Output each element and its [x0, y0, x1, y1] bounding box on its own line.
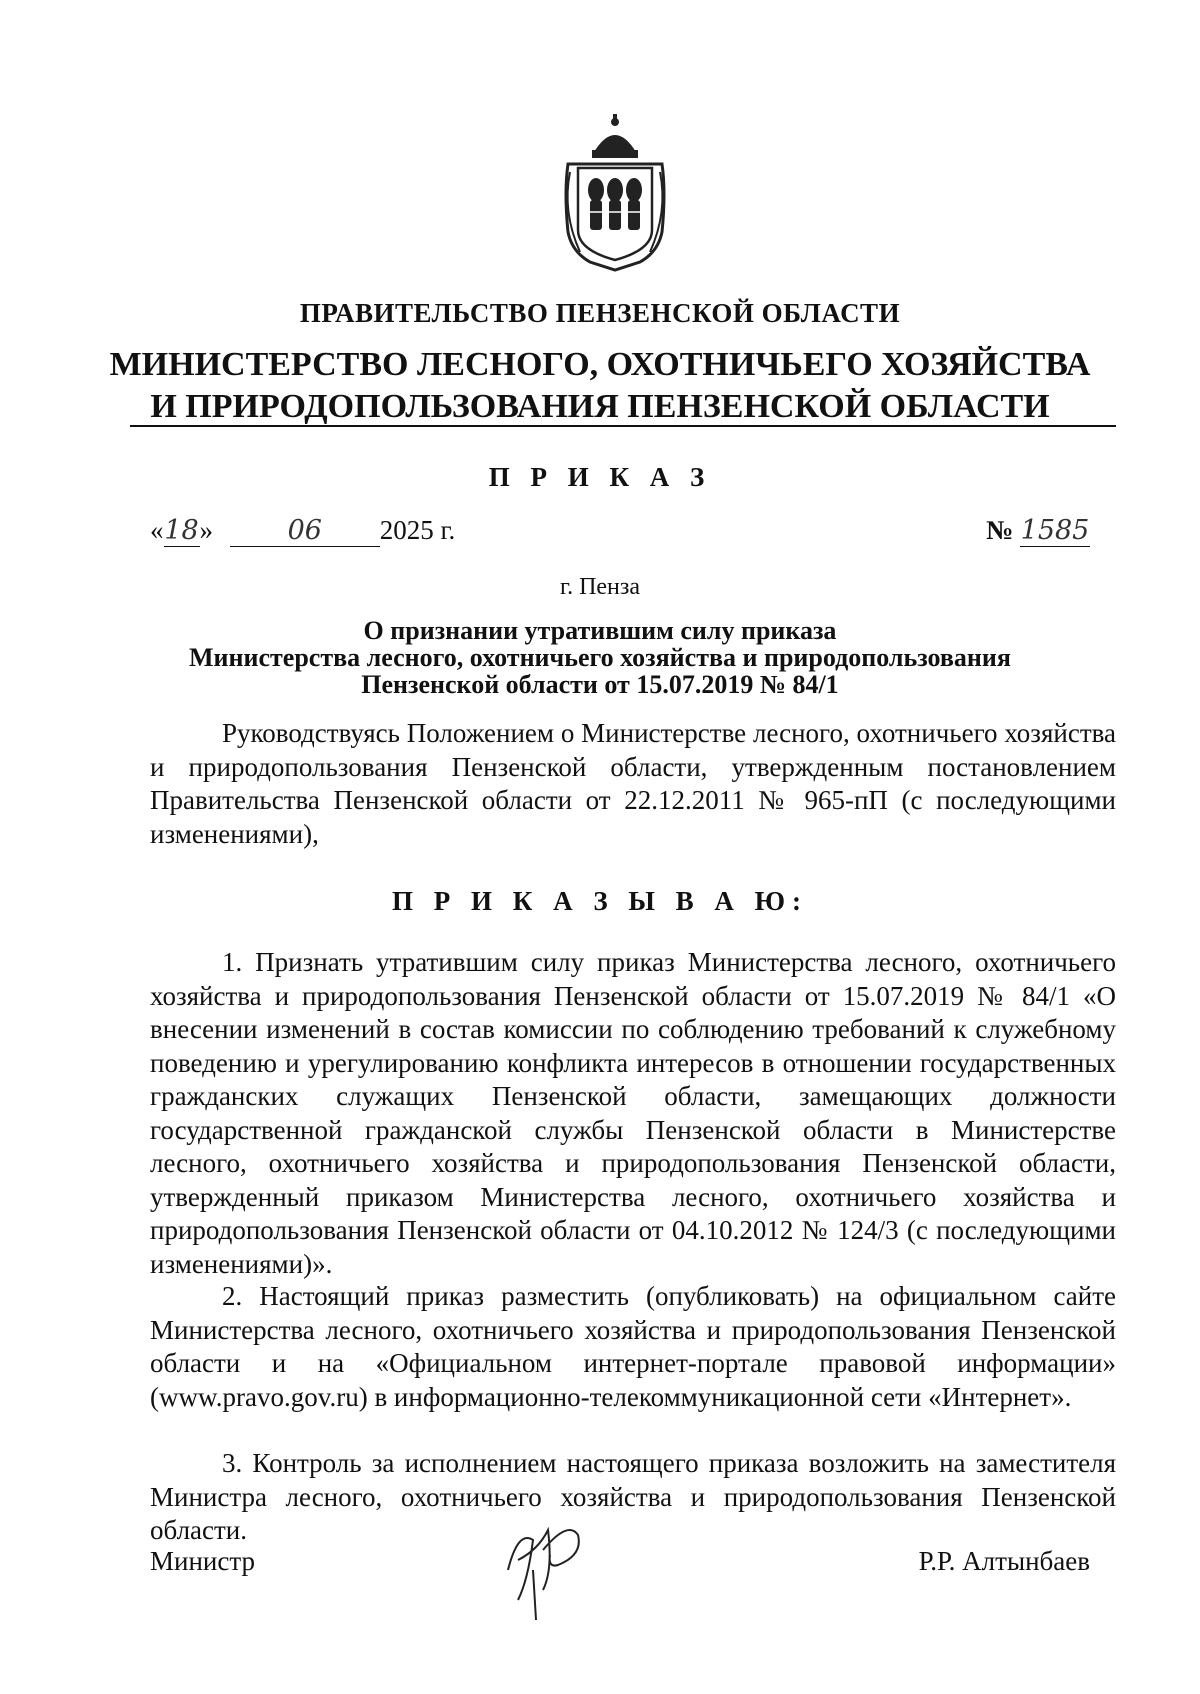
date-month: 06 — [230, 515, 380, 547]
date-day: 18 — [164, 515, 199, 546]
order-item-2: 2. Настоящий приказ разместить (опубликовать) на официальном сайте Министерства лесного, охотничьего хозяйства и природопользования Пензенской области и на «Официальном интернет-портале правовой информации» (www.pravo.gov.ru) в информационно-телекоммуникационной сети «Интернет». — [150, 1281, 1116, 1412]
signatory-name: Р.Р. Алтынбаев — [918, 1546, 1090, 1576]
document-title-line3: Пензенской области от 15.07.2019 № 84/1 — [361, 670, 839, 699]
number-value: 1585 — [1020, 515, 1090, 546]
date-year: 2025 г. — [379, 515, 456, 545]
city: г. Пенза — [559, 574, 641, 600]
ministry-name-line2: И ПРИРОДОПОЛЬЗОВАНИЯ ПЕНЗЕНСКОЙ ОБЛАСТИ — [150, 388, 1050, 425]
document-date — [150, 515, 455, 547]
order-item-1: 1. Признать утратившим силу приказ Министерства лесного, охотничьего хозяйства и природопользования Пензенской области от 15.07.2019 № 84/1 «О внесении изменений в состав комиссии по соблюдению требований к служебному поведению и урегулированию конфликта интересов в отношении государственных гражданских служащих Пензенской области, замещающих должности государственной гражданской службы Пензенской области в Министерстве лесного, охотничьего хозяйства и природопользования Пензенской области, утвержденный приказом Министерства лесного, охотничьего хозяйства и природопользования Пензенской области от 04.10.2012 № 124/3 (с последующими изменениями)». — [150, 947, 1116, 1279]
document-title-line2: Министерства лесного, охотничьего хозяйства и природопользования — [189, 643, 1011, 672]
handwritten-signature-icon — [488, 1510, 598, 1630]
date-close-quote: » — [199, 515, 213, 545]
number-label: № — [986, 515, 1014, 545]
order-item-3: 3. Контроль за исполнением настоящего приказа возложить на заместителя Министра лесного, охотничьего хозяйства и природопользования Пензенской области. — [150, 1448, 1116, 1545]
document-type: П Р И К А З — [488, 462, 712, 492]
ministry-name-line1: МИНИСТЕРСТВО ЛЕСНОГО, ОХОТНИЧЬЕГО ХОЗЯЙСТВА — [109, 346, 1091, 383]
date-open-quote: « — [150, 515, 164, 545]
order-heading: П Р И К А З Ы В А Ю: — [392, 886, 808, 916]
government-name: ПРАВИТЕЛЬСТВО ПЕНЗЕНСКОЙ ОБЛАСТИ — [299, 298, 901, 328]
preamble-paragraph: Руководствуясь Положением о Министерстве лесного, охотничьего хозяйства и природопользования Пензенской области, утвержденным постановлением Правительства Пензенской области от 22.12.2011 № 965-пП (с последующими изменениями), — [150, 718, 1116, 849]
document-title-line1: О признании утратившим силу приказа — [363, 616, 837, 645]
coat-of-arms-icon — [560, 112, 670, 272]
document-number — [986, 515, 1090, 547]
header-divider — [130, 425, 1116, 427]
signatory-position: Министр — [150, 1546, 255, 1576]
